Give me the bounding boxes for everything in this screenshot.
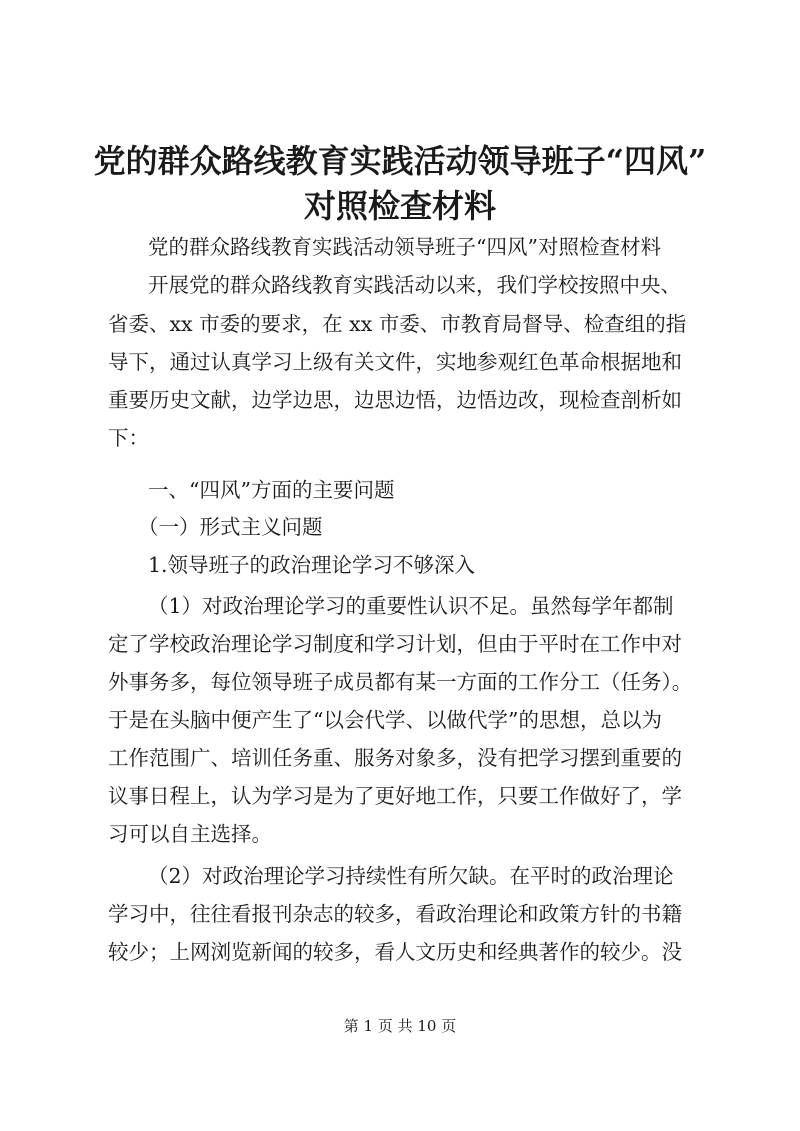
page-footer: 第 1 页 共 10 页 [343,1017,457,1035]
paragraph-line: 工作范围广、培训任务重、服务对象多，没有把学习摆到重要的 [108,746,682,770]
paragraph-line: 开展党的群众路线教育实践活动以来，我们学校按照中央、 [148,273,681,297]
paragraph-line: 习可以自主选择。 [108,822,272,846]
paragraph-line: 下： [108,426,149,450]
paragraph-line: 省委、xx 市委的要求，在 xx 市委、市教育局督导、检查组的指 [108,312,687,336]
paragraph-line: 议事日程上，认为学习是为了更好地工作，只要工作做好了，学 [108,784,682,808]
subtitle-line: 党的群众路线教育实践活动领导班子“四风”对照检查材料 [148,235,661,259]
paragraph-line: （2）对政治理论学习持续性有所欠缺。在平时的政治理论 [148,864,674,888]
paragraph-line: 定了学校政治理论学习制度和学习计划，但由于平时在工作中对 [108,632,682,656]
document-title-line-1: 党的群众路线教育实践活动领导班子“四风” [93,142,707,180]
paragraph-line: 学习中，往往看报刊杂志的较多，看政治理论和政策方针的书籍 [108,902,682,926]
paragraph-line: 较少；上网浏览新闻的较多，看人文历史和经典著作的较少。没 [108,940,682,964]
paragraph-line: 重要历史文献，边学边思，边思边悟，边悟边改，现检查剖析如 [108,388,682,412]
item-heading: 1.领导班子的政治理论学习不够深入 [148,553,476,577]
paragraph-line: 于是在头脑中便产生了“以会代学、以做代学”的思想，总以为 [108,708,662,732]
paragraph-line: 导下，通过认真学习上级有关文件，实地参观红色革命根据地和 [108,350,682,374]
section-heading: 一、“四风”方面的主要问题 [148,478,395,502]
paragraph-line: 外事务多，每位领导班子成员都有某一方面的工作分工（任务）。 [108,670,693,694]
document-title-line-2: 对照检查材料 [303,187,496,225]
paragraph-line: （1）对政治理论学习的重要性认识不足。虽然每学年都制 [148,594,674,618]
subsection-heading: （一）形式主义问题 [138,515,323,539]
